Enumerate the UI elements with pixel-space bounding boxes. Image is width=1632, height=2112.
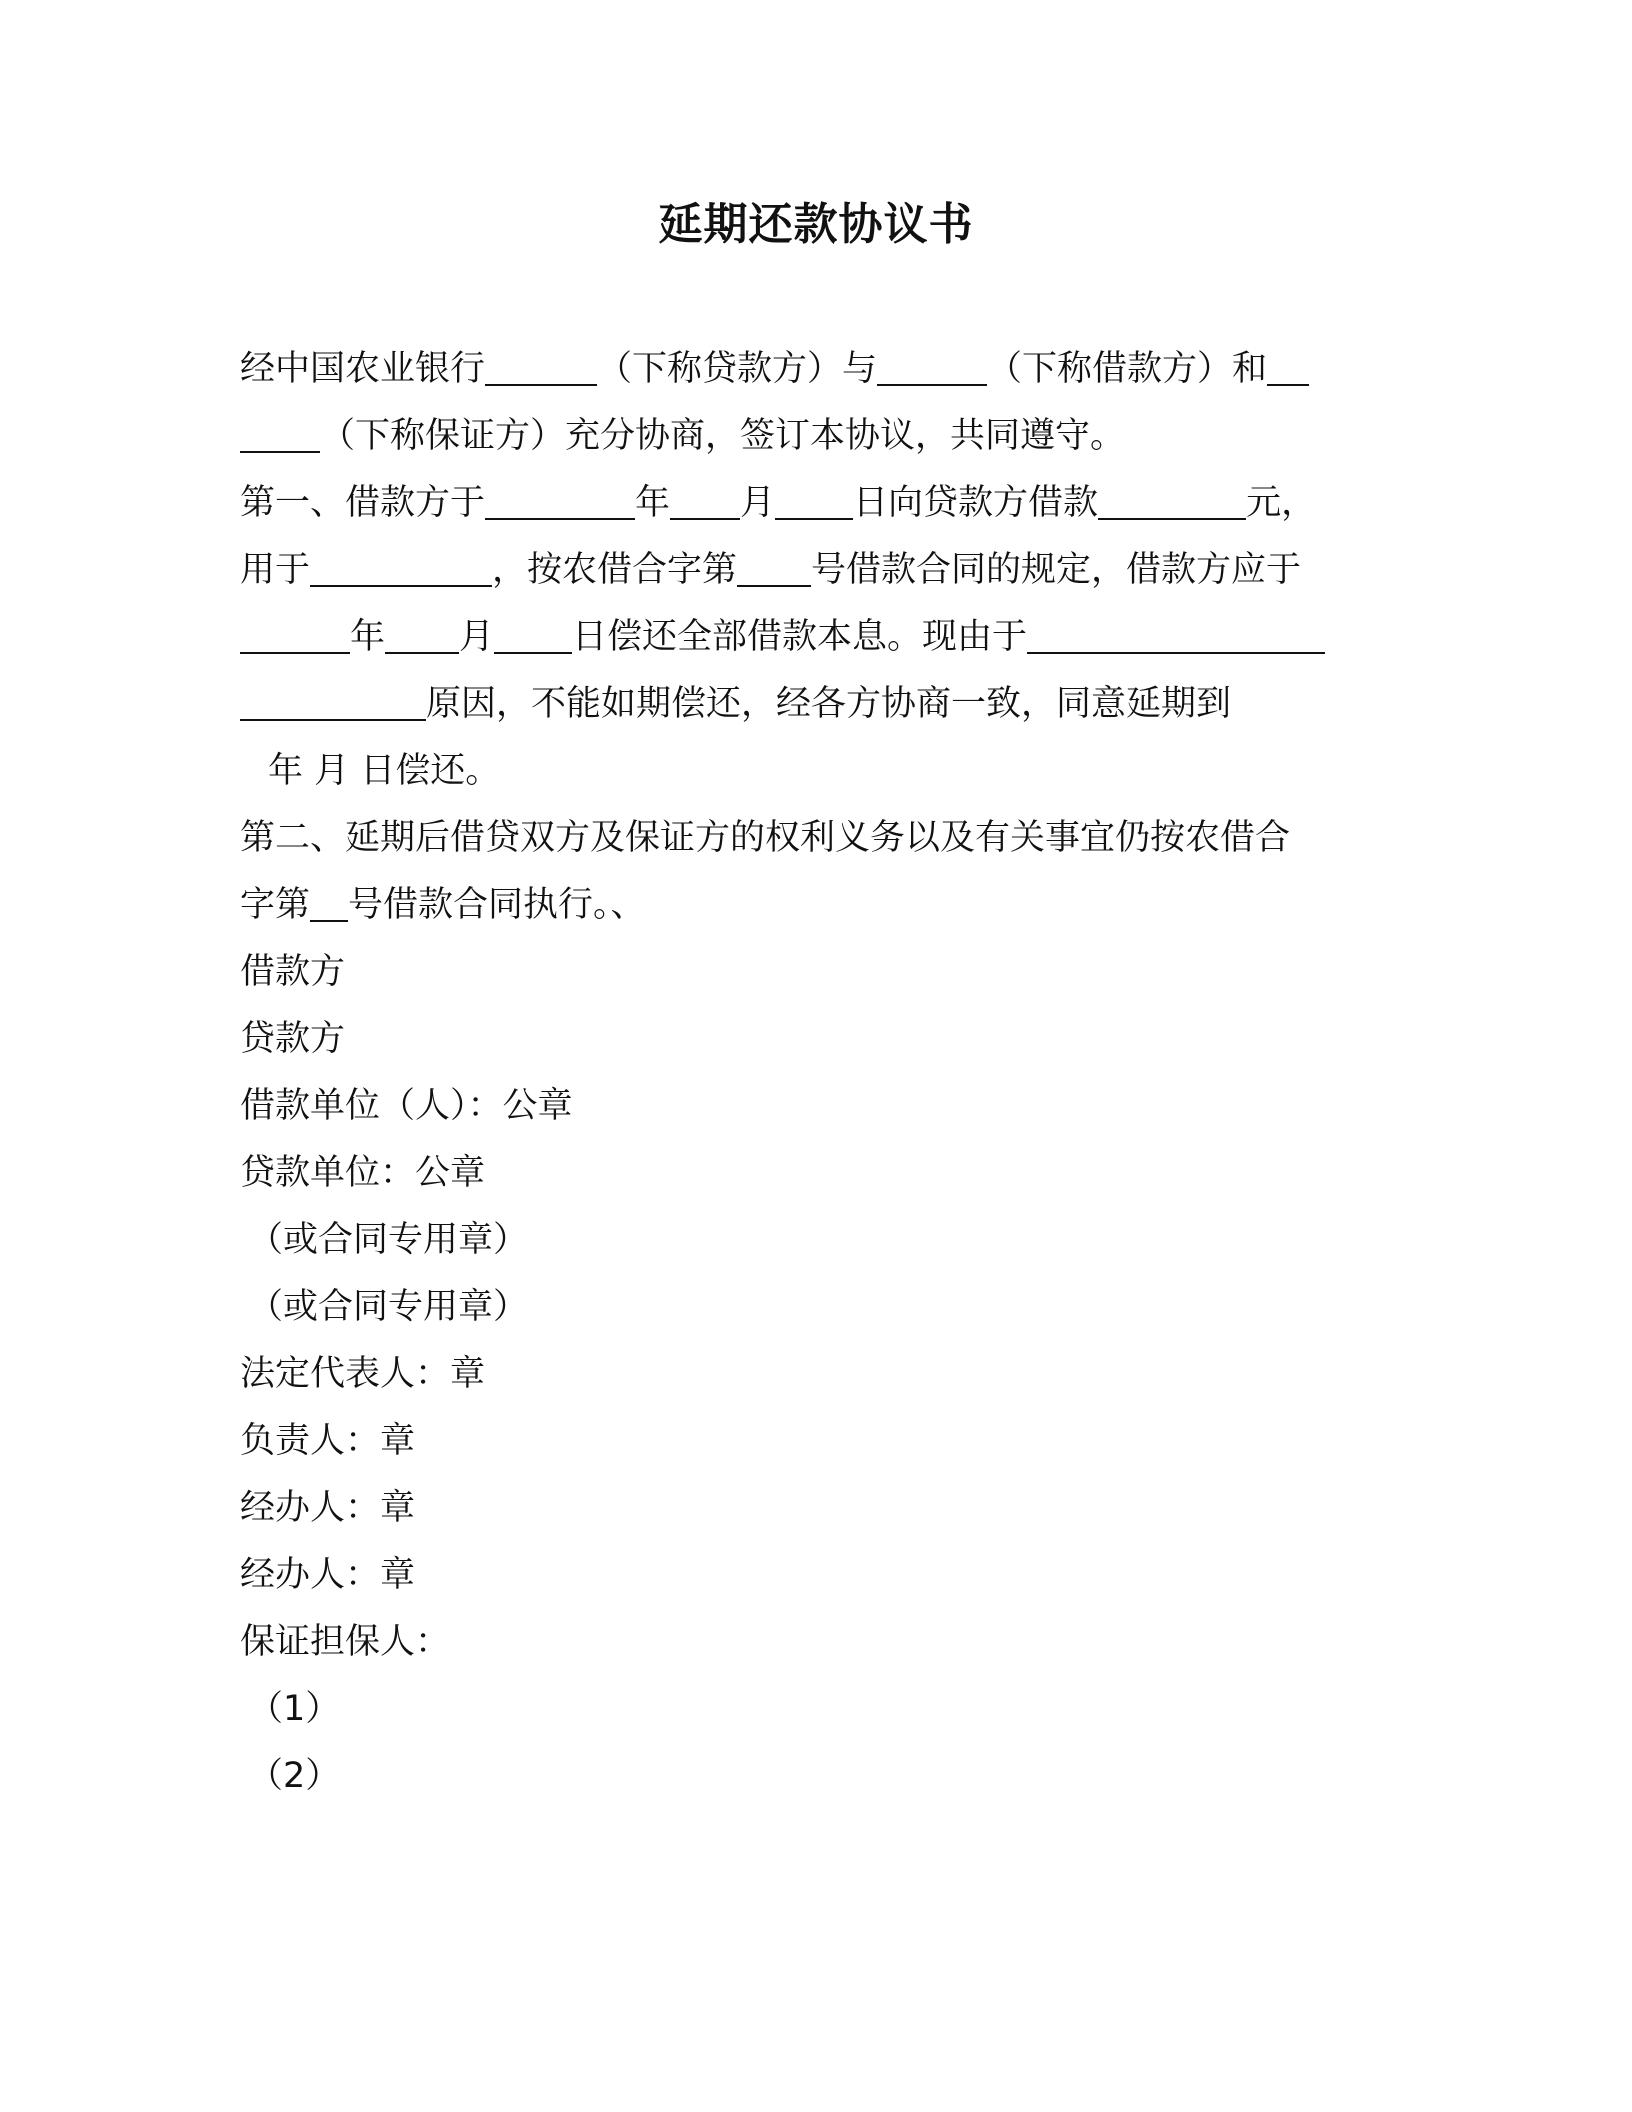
amount-blank bbox=[1098, 483, 1246, 520]
contract-seal-note-2: （或合同专用章） bbox=[248, 1287, 529, 1327]
article1-text: 年 月 日偿还。 bbox=[268, 751, 501, 791]
day-blank bbox=[775, 483, 853, 520]
year-blank bbox=[485, 483, 635, 520]
article1-line-5 bbox=[240, 738, 1360, 805]
article1-text: 日向贷款方借款 bbox=[853, 483, 1099, 523]
guarantor-blank-cont bbox=[240, 416, 320, 453]
article2-text: 第二、延期后借贷双方及保证方的权利义务以及有关事宜仍按农借合 bbox=[240, 818, 1291, 858]
article1-text: 号借款合同的规定，借款方应于 bbox=[811, 550, 1302, 590]
signature-lender: 贷款方 bbox=[240, 1019, 346, 1059]
article1-text: 月 bbox=[740, 483, 776, 523]
guarantor-item-1: （1） bbox=[248, 1689, 341, 1729]
article1-text: ，按农借合字第 bbox=[492, 550, 738, 590]
guarantor-item-2: （2） bbox=[248, 1756, 341, 1796]
lender-unit-seal: 贷款单位：公章 bbox=[240, 1153, 486, 1193]
reason-blank-cont bbox=[240, 684, 426, 721]
article2-line-2 bbox=[240, 872, 1360, 939]
borrower-unit-seal: 借款单位（人）：公章 bbox=[240, 1086, 573, 1126]
article1-text: 年 bbox=[350, 617, 386, 657]
borrower-blank bbox=[877, 349, 987, 386]
due-month-blank bbox=[385, 617, 459, 654]
article2-line-1 bbox=[240, 805, 1360, 872]
intro-text: （下称保证方）充分协商，签订本协议，共同遵守。 bbox=[320, 416, 1126, 456]
intro-text: （下称贷款方）与 bbox=[597, 349, 878, 389]
intro-line-1 bbox=[240, 336, 1360, 403]
article1-text: 年 bbox=[635, 483, 671, 523]
article1-text: 日偿还全部借款本息。现由于 bbox=[572, 617, 1028, 657]
due-day-blank bbox=[494, 617, 572, 654]
article2-text: 字第 bbox=[240, 885, 311, 925]
contract-seal-note-1: （或合同专用章） bbox=[248, 1220, 529, 1260]
intro-line-2 bbox=[240, 403, 1360, 470]
article1-text: 原因，不能如期偿还，经各方协商一致，同意延期到 bbox=[426, 684, 1232, 724]
month-blank bbox=[670, 483, 740, 520]
signature-borrower: 借款方 bbox=[240, 952, 346, 992]
lender-blank bbox=[485, 349, 597, 386]
reason-blank bbox=[1027, 617, 1325, 654]
guarantor-blank bbox=[1267, 349, 1309, 386]
due-year-blank bbox=[240, 617, 350, 654]
article1-line-2 bbox=[240, 537, 1360, 604]
article2-text: 号借款合同执行。、 bbox=[348, 885, 646, 925]
document-title: 延期还款协议书 bbox=[658, 199, 974, 250]
article1-line-3 bbox=[240, 604, 1360, 671]
intro-text: 经中国农业银行 bbox=[240, 349, 486, 389]
legal-representative: 法定代表人：章 bbox=[240, 1354, 486, 1394]
intro-text: （下称借款方）和 bbox=[987, 349, 1268, 389]
purpose-blank bbox=[310, 550, 492, 587]
handler-1: 经办人：章 bbox=[240, 1488, 416, 1528]
person-in-charge: 负责人：章 bbox=[240, 1421, 416, 1461]
document-body bbox=[240, 336, 1360, 1810]
handler-2: 经办人：章 bbox=[240, 1555, 416, 1595]
guarantor-label: 保证担保人： bbox=[240, 1622, 451, 1662]
contract-no-blank bbox=[737, 550, 811, 587]
article1-text: 用于 bbox=[240, 550, 311, 590]
article1-line-1 bbox=[240, 470, 1360, 537]
contract-no-blank-2 bbox=[310, 885, 348, 922]
article1-text: 第一、借款方于 bbox=[240, 483, 486, 523]
article1-line-4 bbox=[240, 671, 1360, 738]
article1-text: 月 bbox=[459, 617, 495, 657]
article1-text: 元， bbox=[1246, 483, 1317, 523]
